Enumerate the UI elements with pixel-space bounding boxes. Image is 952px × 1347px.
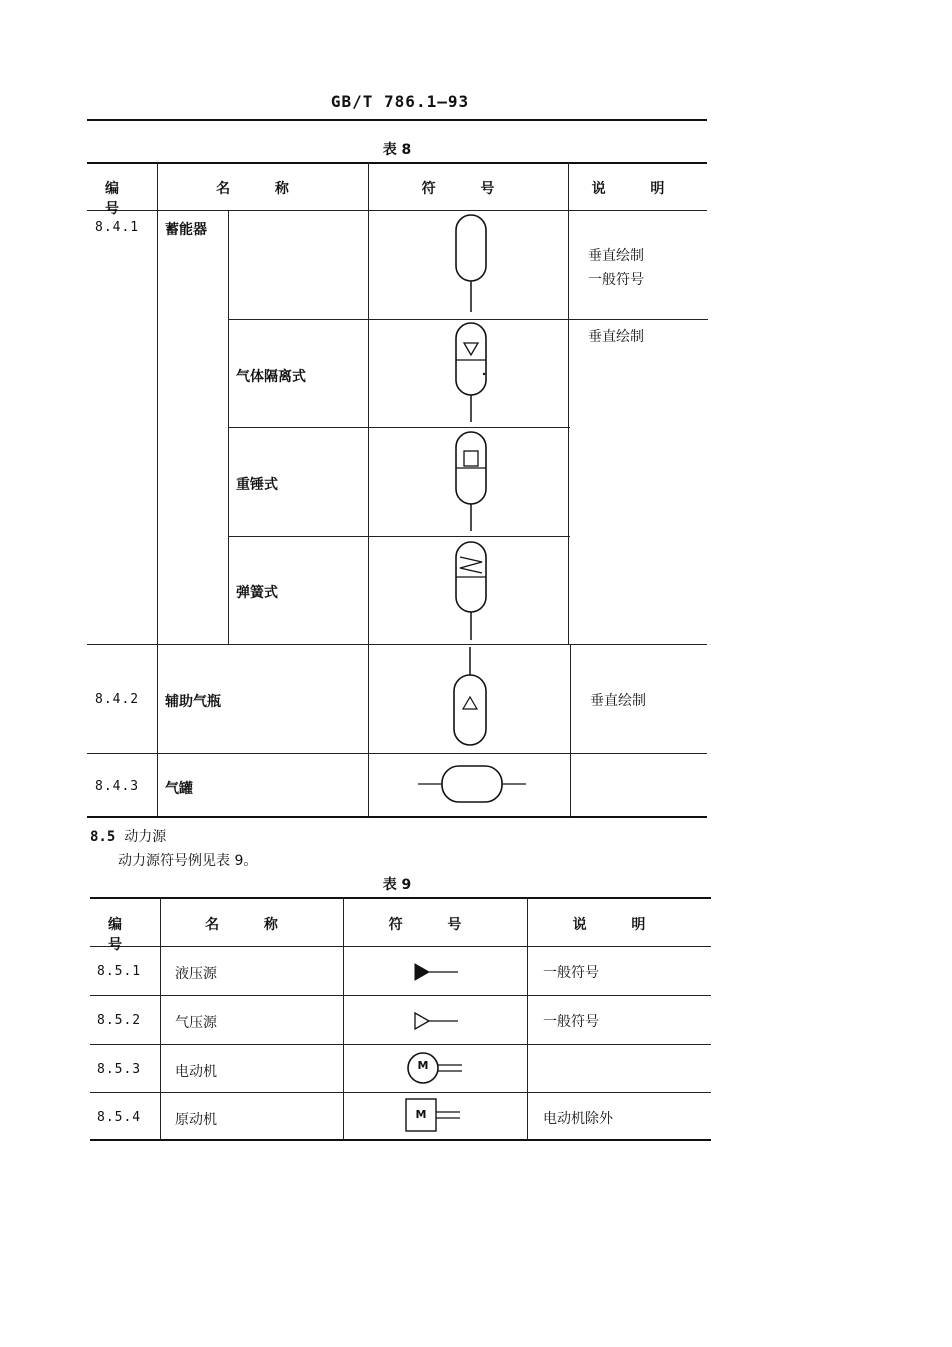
subtype-name: 重锤式 [236, 477, 278, 493]
table9-header-num: 编 号 [108, 917, 142, 953]
motor-label: M [417, 1059, 429, 1072]
accumulator-spring-loaded-icon [440, 537, 500, 642]
subtype-name: 弹簧式 [236, 585, 278, 601]
subtype-name: 气体隔离式 [236, 369, 306, 385]
table-row-num: 8.4.3 [95, 779, 140, 794]
document-id: GB/T 786.1—93 [330, 92, 470, 111]
row-desc: 垂直绘制 [588, 329, 644, 345]
table9-header-symbol: 符 号 [388, 917, 482, 933]
table8-caption: 表 8 [382, 142, 412, 158]
table8-header-num: 编 号 [105, 181, 139, 217]
table8-header-desc: 说 明 [591, 181, 685, 197]
accumulator-general-icon [440, 212, 500, 317]
table8-header-name: 名 称 [216, 181, 309, 197]
table-row-num: 8.4.1 [95, 220, 140, 235]
row-name: 气罐 [165, 781, 193, 797]
row-name: 气压源 [175, 1015, 217, 1031]
section-heading: 8.5 动力源 [90, 829, 167, 845]
row-desc: 垂直绘制 一般符号 [588, 248, 644, 288]
hydraulic-source-icon [412, 961, 462, 983]
table9-header-name: 名 称 [205, 917, 298, 933]
air-tank-icon [415, 762, 530, 810]
table-row-num: 8.5.4 [97, 1110, 142, 1125]
row-name: 原动机 [175, 1112, 217, 1128]
table-row-num: 8.4.2 [95, 692, 140, 707]
row-desc: 垂直绘制 [590, 693, 646, 709]
table8-header-symbol: 符 号 [421, 181, 515, 197]
accumulator-gas-loaded-icon [440, 320, 500, 425]
row-name: 辅助气瓶 [165, 694, 221, 710]
row-name: 液压源 [175, 966, 217, 982]
row-name: 电动机 [175, 1064, 217, 1080]
group-name: 蓄能器 [165, 222, 207, 238]
pneumatic-source-icon [412, 1010, 462, 1032]
section-intro: 动力源符号例见表 9。 [118, 853, 258, 869]
table9-caption: 表 9 [382, 877, 412, 893]
table-row-num: 8.5.2 [97, 1013, 142, 1028]
table9-header-desc: 说 明 [572, 917, 666, 933]
prime-mover-icon [404, 1097, 466, 1135]
table-row-num: 8.5.3 [97, 1062, 142, 1077]
header-rule [87, 119, 707, 121]
row-desc: 一般符号 [543, 1014, 599, 1030]
prime-mover-label: M [415, 1108, 427, 1121]
row-desc: 一般符号 [543, 965, 599, 981]
accumulator-weight-loaded-icon [440, 428, 500, 533]
table-row-num: 8.5.1 [97, 964, 142, 979]
electric-motor-icon [406, 1051, 466, 1087]
row-desc: 电动机除外 [543, 1111, 613, 1127]
auxiliary-gas-bottle-icon [440, 645, 500, 753]
